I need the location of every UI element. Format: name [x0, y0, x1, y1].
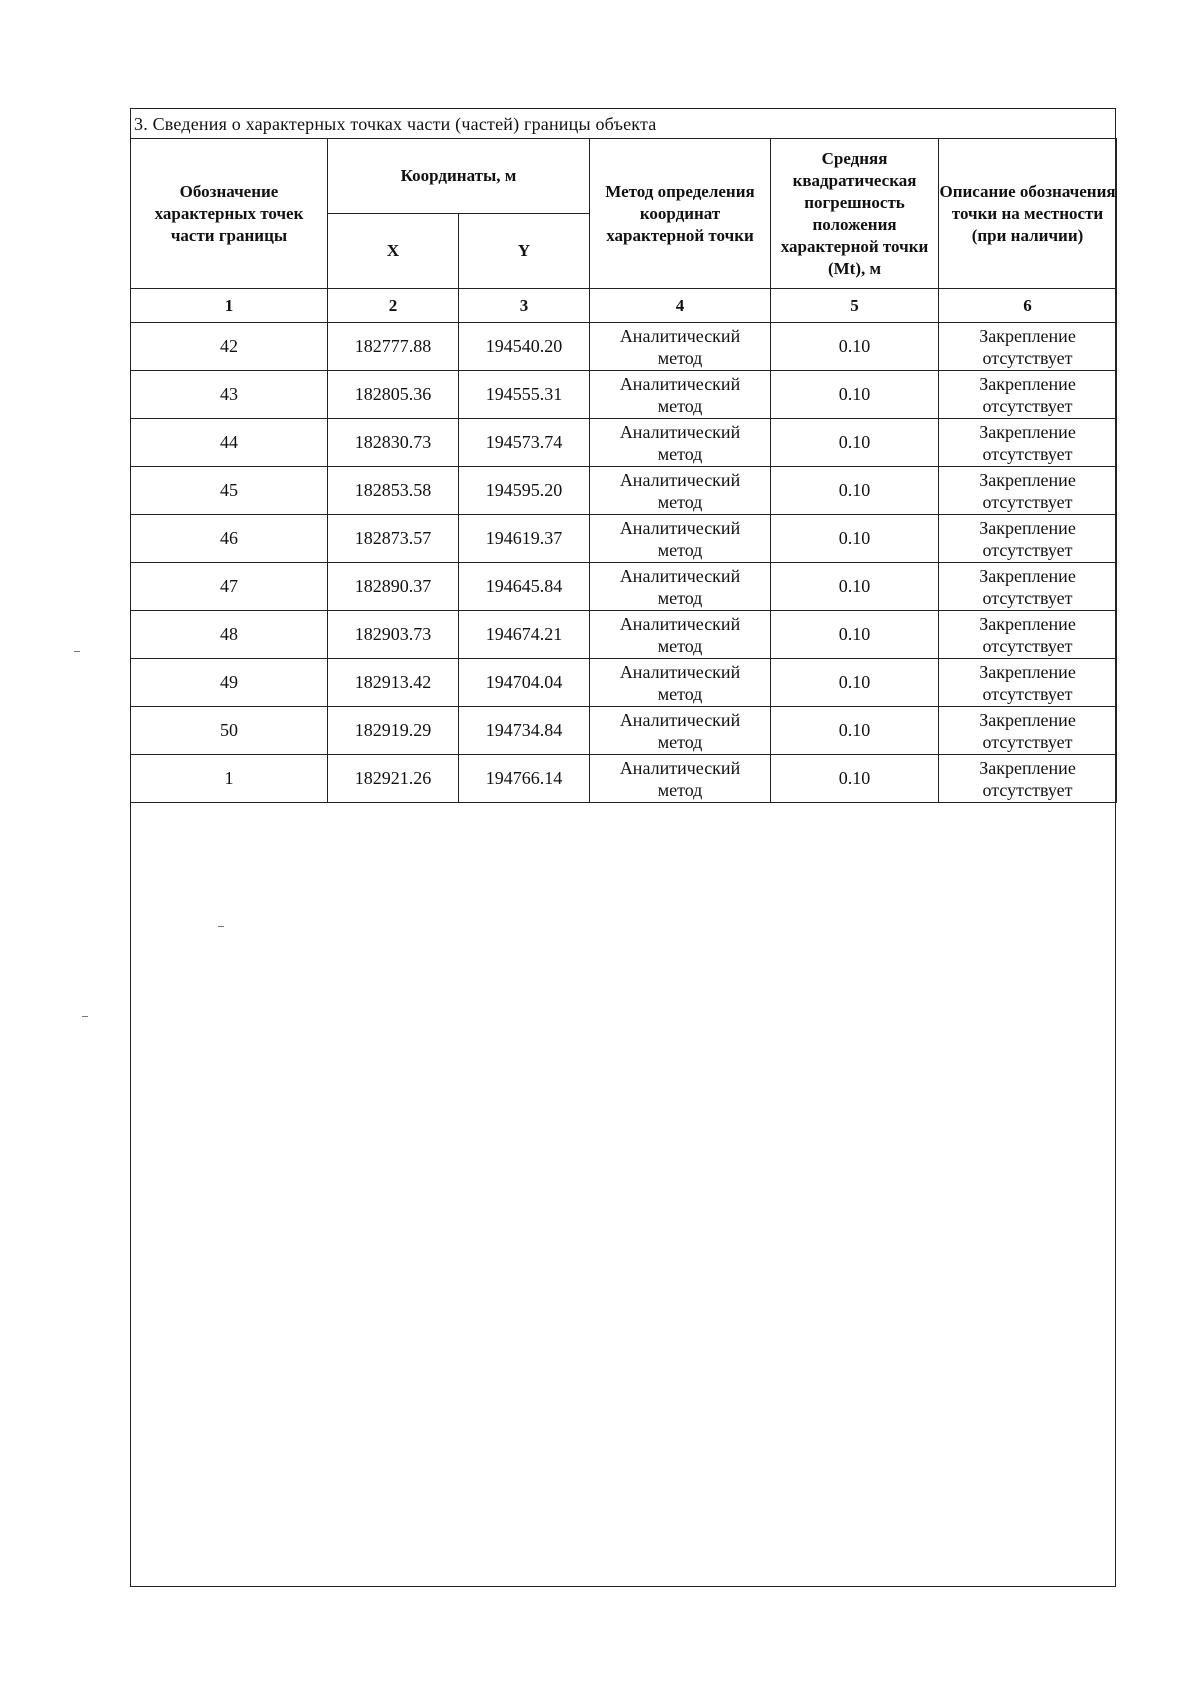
description-line-2: отсутствует: [982, 395, 1073, 416]
method-line-1: Аналитический: [619, 661, 741, 682]
header-method: Метод определения координат характерной точки: [590, 139, 771, 289]
table-row: [131, 323, 1117, 371]
method-cell: [590, 515, 771, 563]
coord-x: 182805.36: [328, 371, 459, 419]
coord-x: 182921.26: [328, 755, 459, 803]
coord-y: 194766.14: [459, 755, 590, 803]
method-cell: [590, 659, 771, 707]
description-cell: [939, 515, 1117, 563]
header-y: Y: [459, 214, 590, 289]
description-cell: [939, 371, 1117, 419]
point-id: 44: [131, 419, 328, 467]
coord-y: 194704.04: [459, 659, 590, 707]
header-x: X: [328, 214, 459, 289]
coord-y: 194595.20: [459, 467, 590, 515]
method-cell: [590, 323, 771, 371]
point-id: 47: [131, 563, 328, 611]
description-cell: [939, 707, 1117, 755]
description-line-1: Закрепление: [979, 373, 1076, 394]
method-line-1: Аналитический: [619, 565, 741, 586]
coord-y: 194619.37: [459, 515, 590, 563]
method-line-2: метод: [657, 683, 703, 704]
method-line-2: метод: [657, 491, 703, 512]
method-line-2: метод: [657, 779, 703, 800]
column-number: 4: [590, 289, 771, 323]
description-line-1: Закрепление: [979, 565, 1076, 586]
description-cell: [939, 611, 1117, 659]
table-row: [131, 611, 1117, 659]
section-title: 3. Сведения о характерных точках части (частей) границы объекта: [134, 114, 657, 134]
description-line-2: отсутствует: [982, 491, 1073, 512]
scan-speck: [74, 651, 80, 652]
method-line-1: Аналитический: [619, 421, 741, 442]
header-mean-error: Средняя квадратическая погрешность положения характерной точки (Mt), м: [771, 139, 939, 289]
coord-y: 194645.84: [459, 563, 590, 611]
point-id: 46: [131, 515, 328, 563]
method-line-1: Аналитический: [619, 325, 741, 346]
method-line-1: Аналитический: [619, 469, 741, 490]
points-table: [130, 138, 1117, 803]
method-line-2: метод: [657, 731, 703, 752]
description-cell: [939, 755, 1117, 803]
description-line-1: Закрепление: [979, 613, 1076, 634]
description-line-1: Закрепление: [979, 517, 1076, 538]
description-line-2: отсутствует: [982, 443, 1073, 464]
table-row: [131, 659, 1117, 707]
point-id: 48: [131, 611, 328, 659]
header-coordinates: Координаты, м: [328, 139, 590, 214]
coord-x: 182913.42: [328, 659, 459, 707]
table-row: [131, 515, 1117, 563]
mean-error: 0.10: [771, 707, 939, 755]
method-line-2: метод: [657, 395, 703, 416]
mean-error: 0.10: [771, 755, 939, 803]
method-cell: [590, 755, 771, 803]
point-id: 50: [131, 707, 328, 755]
point-id: 1: [131, 755, 328, 803]
description-line-1: Закрепление: [979, 661, 1076, 682]
table-row: [131, 563, 1117, 611]
coord-y: 194555.31: [459, 371, 590, 419]
mean-error: 0.10: [771, 467, 939, 515]
description-line-1: Закрепление: [979, 469, 1076, 490]
mean-error: 0.10: [771, 323, 939, 371]
coord-y: 194540.20: [459, 323, 590, 371]
column-number: 3: [459, 289, 590, 323]
coord-y: 194734.84: [459, 707, 590, 755]
point-id: 43: [131, 371, 328, 419]
table-row: [131, 371, 1117, 419]
method-line-2: метод: [657, 635, 703, 656]
method-line-2: метод: [657, 347, 703, 368]
table-row: [131, 707, 1117, 755]
description-line-2: отсутствует: [982, 347, 1073, 368]
table-row: [131, 419, 1117, 467]
mean-error: 0.10: [771, 611, 939, 659]
method-cell: [590, 563, 771, 611]
method-line-1: Аналитический: [619, 613, 741, 634]
mean-error: 0.10: [771, 419, 939, 467]
coord-x: 182777.88: [328, 323, 459, 371]
method-cell: [590, 419, 771, 467]
description-line-2: отсутствует: [982, 779, 1073, 800]
coord-y: 194674.21: [459, 611, 590, 659]
method-line-2: метод: [657, 443, 703, 464]
description-cell: [939, 659, 1117, 707]
description-line-2: отсутствует: [982, 635, 1073, 656]
mean-error: 0.10: [771, 563, 939, 611]
coord-x: 182873.57: [328, 515, 459, 563]
table-row: [131, 467, 1117, 515]
mean-error: 0.10: [771, 515, 939, 563]
description-cell: [939, 467, 1117, 515]
description-cell: [939, 323, 1117, 371]
point-id: 45: [131, 467, 328, 515]
description-cell: [939, 419, 1117, 467]
method-line-1: Аналитический: [619, 373, 741, 394]
description-line-2: отсутствует: [982, 587, 1073, 608]
description-line-2: отсутствует: [982, 539, 1073, 560]
method-line-1: Аналитический: [619, 517, 741, 538]
scan-speck: [218, 926, 224, 927]
description-line-1: Закрепление: [979, 757, 1076, 778]
description-line-2: отсутствует: [982, 731, 1073, 752]
method-cell: [590, 707, 771, 755]
column-number: 2: [328, 289, 459, 323]
method-cell: [590, 467, 771, 515]
method-line-2: метод: [657, 587, 703, 608]
method-line-1: Аналитический: [619, 709, 741, 730]
coord-y: 194573.74: [459, 419, 590, 467]
coord-x: 182903.73: [328, 611, 459, 659]
description-line-1: Закрепление: [979, 709, 1076, 730]
table-row: [131, 755, 1117, 803]
scan-speck: [82, 1016, 88, 1017]
mean-error: 0.10: [771, 659, 939, 707]
method-line-2: метод: [657, 539, 703, 560]
header-description: Описание обозначения точки на местности (при наличии): [939, 139, 1117, 289]
description-line-2: отсутствует: [982, 683, 1073, 704]
point-id: 42: [131, 323, 328, 371]
method-cell: [590, 611, 771, 659]
column-number: 1: [131, 289, 328, 323]
mean-error: 0.10: [771, 371, 939, 419]
description-line-1: Закрепление: [979, 325, 1076, 346]
column-number: 6: [939, 289, 1117, 323]
column-number: 5: [771, 289, 939, 323]
coord-x: 182830.73: [328, 419, 459, 467]
description-line-1: Закрепление: [979, 421, 1076, 442]
coord-x: 182890.37: [328, 563, 459, 611]
point-id: 49: [131, 659, 328, 707]
description-cell: [939, 563, 1117, 611]
method-cell: [590, 371, 771, 419]
method-line-1: Аналитический: [619, 757, 741, 778]
coord-x: 182853.58: [328, 467, 459, 515]
header-point-designation: Обозначение характерных точек части границы: [131, 139, 328, 289]
coord-x: 182919.29: [328, 707, 459, 755]
